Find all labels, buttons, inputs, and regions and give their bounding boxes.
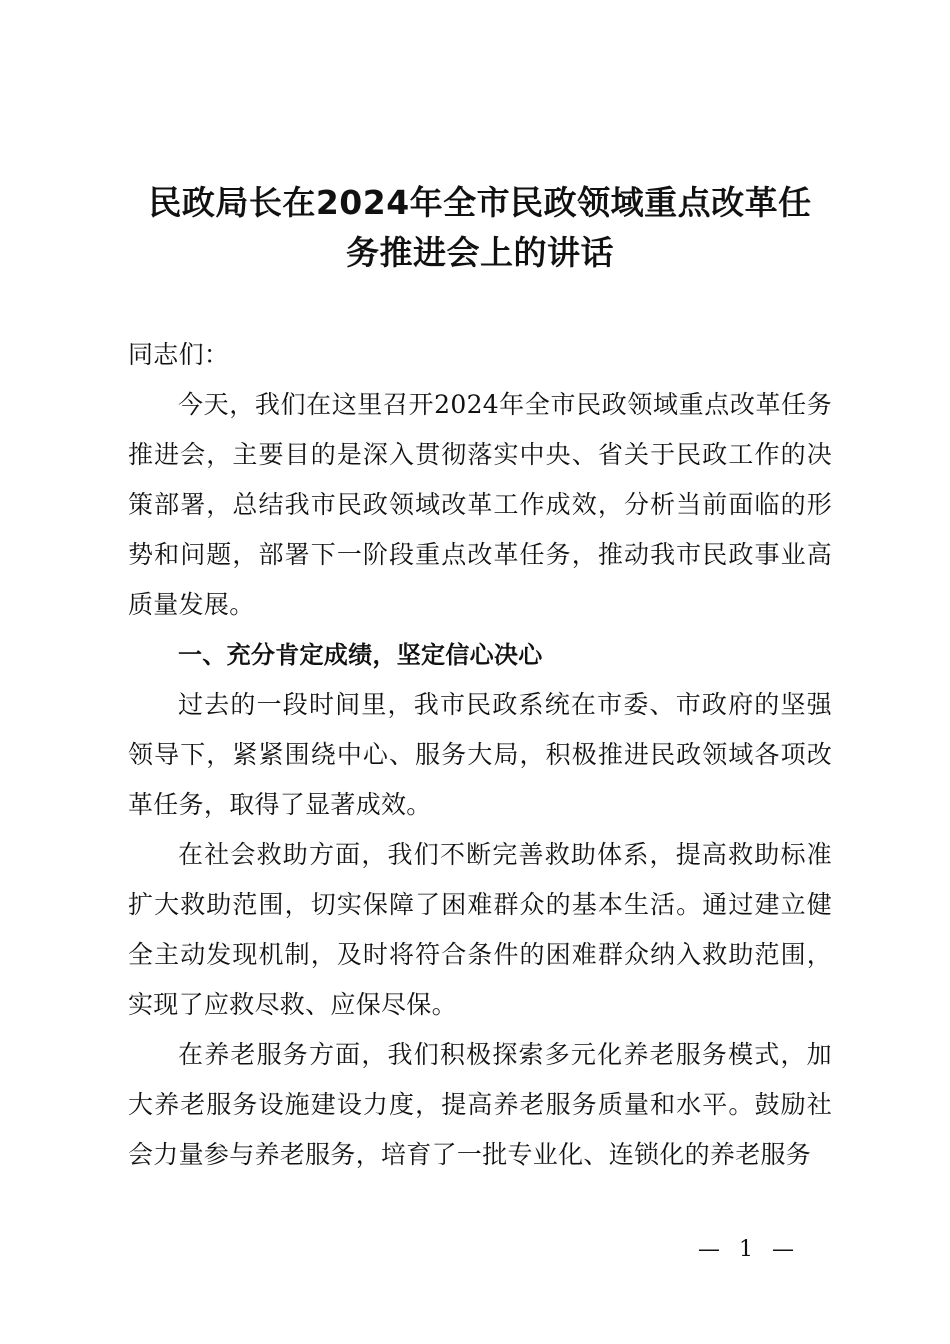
paragraph-achievements: 过去的一段时间里，我市民政系统在市委、市政府的坚强领导下，紧紧围绕中心、服务大局，积极推进民政领域各项改革任务，取得了显著成效。 — [128, 690, 832, 819]
paragraph-elderly-care: 在养老服务方面，我们积极探索多元化养老服务模式，加大养老服务设施建设力度，提高养老服务质量和水平。鼓励社会力量参与养老服务，培育了一批专业化、连锁化的养老服务 — [128, 1040, 832, 1169]
paragraph-intro: 今天，我们在这里召开2024年全市民政领域重点改革任务推进会，主要目的是深入贯彻落实中央、省关于民政工作的决策部署，总结我市民政领域改革工作成效，分析当前面临的形势和问题，部署下一阶段重点改革任务，推动我市民政事业高质量发展。 — [128, 390, 832, 619]
document-body — [128, 330, 832, 1180]
title-line-1: 民政局长在2024年全市民政领域重点改革任 — [148, 183, 812, 222]
page-number: — 1 — — [698, 1237, 800, 1262]
title-line-2: 务推进会上的讲话 — [346, 233, 614, 272]
salutation: 同志们： — [128, 340, 230, 369]
section-heading-1: 一、充分肯定成绩，坚定信心决心 — [178, 641, 543, 669]
document-title — [128, 178, 832, 278]
paragraph-social-assistance: 在社会救助方面，我们不断完善救助体系，提高救助标准扩大救助范围，切实保障了困难群众的基本生活。通过建立健全主动发现机制，及时将符合条件的困难群众纳入救助范围，实现了应救尽救、应保尽保。 — [128, 840, 832, 1019]
